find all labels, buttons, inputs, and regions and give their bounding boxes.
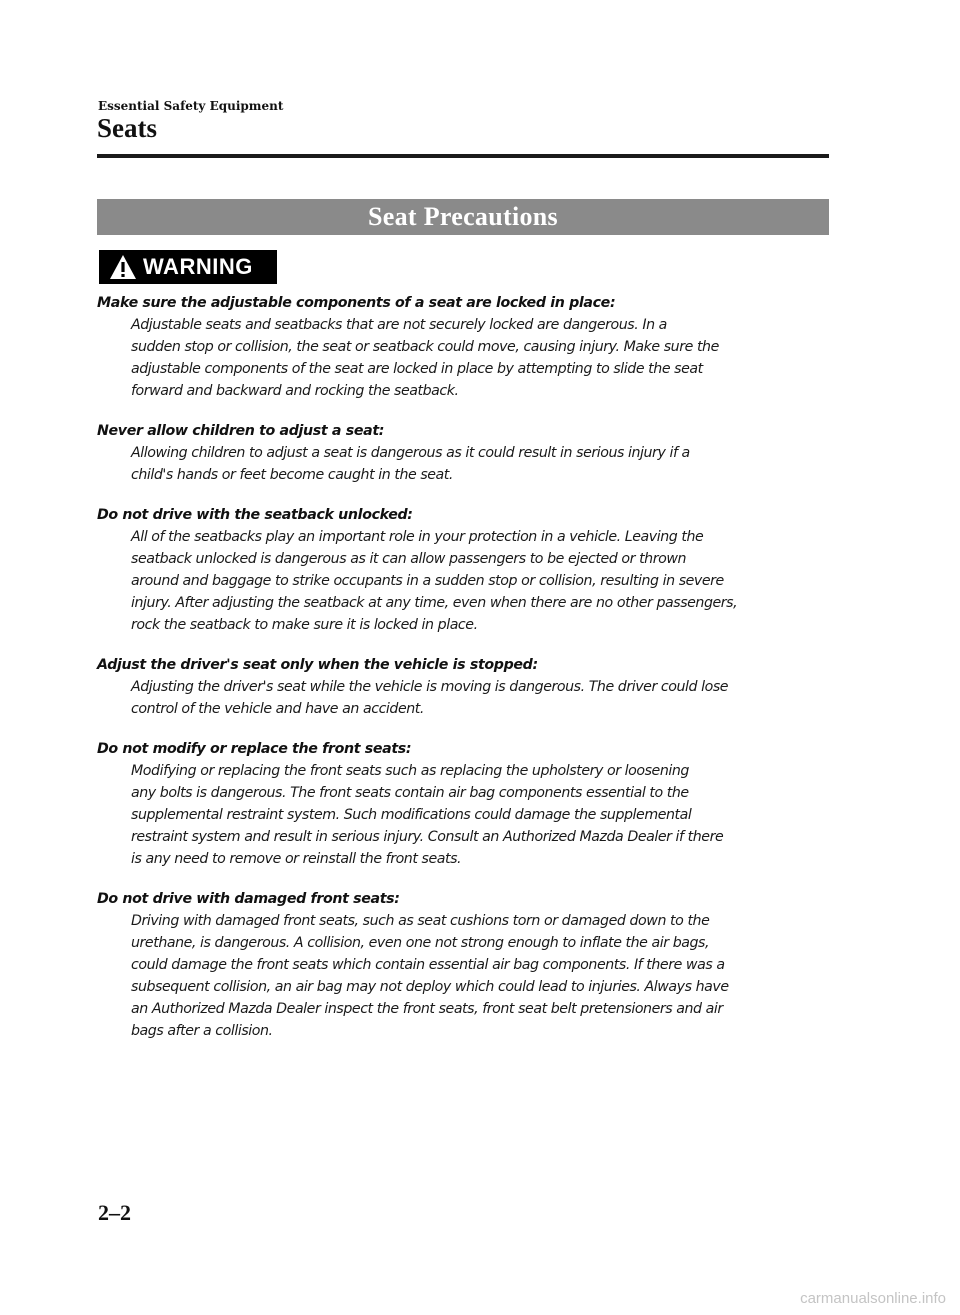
warning-body-line: an Authorized Mazda Dealer inspect the front seats, front seat belt pretensioners and air: [131, 1001, 723, 1017]
warning-heading: Never allow children to adjust a seat:: [97, 423, 385, 439]
warning-body: [131, 526, 837, 636]
warning-body: [131, 760, 837, 870]
warning-body: [131, 910, 837, 1042]
warning-list: [97, 292, 837, 1060]
warning-heading: Make sure the adjustable components of a seat are locked in place:: [97, 295, 616, 311]
warning-body-line: injury. After adjusting the seatback at any time, even when there are no other passengers,: [131, 595, 738, 611]
warning-body-line: seatback unlocked is dangerous as it can allow passengers to be ejected or thrown: [131, 551, 687, 567]
warning-heading: Do not modify or replace the front seats:: [97, 741, 412, 757]
warning-body-line: restraint system and result in serious injury. Consult an Authorized Mazda Dealer if there: [131, 829, 724, 845]
banner-title: Seat Precautions: [368, 202, 558, 231]
warning-body-line: bags after a collision.: [131, 1023, 273, 1039]
warning-body-line: sudden stop or collision, the seat or seatback could move, causing injury. Make sure the: [131, 339, 719, 355]
warning-badge: [99, 250, 277, 284]
warning-heading: Do not drive with damaged front seats:: [97, 891, 400, 907]
warning-body-line: could damage the front seats which contain essential air bag components. If there was a: [131, 957, 725, 973]
warning-body-line: child's hands or feet become caught in the seat.: [131, 467, 453, 483]
warning-body-line: supplemental restraint system. Such modifications could damage the supplemental: [131, 807, 692, 823]
warning-item: [97, 888, 837, 1042]
warning-body-line: Modifying or replacing the front seats such as replacing the upholstery or loosening: [131, 763, 689, 779]
warning-body: [131, 314, 837, 402]
warning-body-line: any bolts is dangerous. The front seats contain air bag components essential to the: [131, 785, 689, 801]
page-title: Seats: [97, 113, 157, 143]
page-number: 2–2: [98, 1200, 131, 1225]
warning-body: [131, 676, 837, 720]
warning-body-line: forward and backward and rocking the seatback.: [131, 383, 459, 399]
warning-body-line: Driving with damaged front seats, such as seat cushions torn or damaged down to the: [131, 913, 710, 929]
warning-body-line: around and baggage to strike occupants in a sudden stop or collision, resulting in severe: [131, 573, 724, 589]
warning-body-line: Allowing children to adjust a seat is dangerous as it could result in serious injury if a: [131, 445, 690, 461]
warning-body-line: subsequent collision, an air bag may not deploy which could lead to injuries. Always have: [131, 979, 729, 995]
exclamation-triangle-icon: [109, 254, 137, 280]
warning-item: [97, 738, 837, 870]
warning-item: [97, 504, 837, 636]
section-label: Essential Safety Equipment: [98, 99, 284, 113]
warning-body-line: rock the seatback to make sure it is locked in place.: [131, 617, 478, 633]
warning-body-line: All of the seatbacks play an important role in your protection in a vehicle. Leaving the: [131, 529, 704, 545]
warning-heading: Do not drive with the seatback unlocked:: [97, 507, 413, 523]
warning-body-line: Adjusting the driver's seat while the vehicle is moving is dangerous. The driver could lose: [131, 679, 729, 695]
warning-body-line: urethane, is dangerous. A collision, even one not strong enough to inflate the air bags,: [131, 935, 710, 951]
header-divider: [97, 154, 829, 158]
warning-label: WARNING: [143, 254, 253, 279]
warning-body: [131, 442, 837, 486]
warning-body-line: is any need to remove or reinstall the front seats.: [131, 851, 462, 867]
warning-item: [97, 420, 837, 486]
section-banner: [97, 199, 829, 235]
warning-body-line: control of the vehicle and have an accident.: [131, 701, 424, 717]
warning-body-line: adjustable components of the seat are locked in place by attempting to slide the seat: [131, 361, 703, 377]
warning-item: [97, 654, 837, 720]
warning-item: [97, 292, 837, 402]
warning-body-line: Adjustable seats and seatbacks that are not securely locked are dangerous. In a: [131, 317, 667, 333]
watermark: carmanualsonline.info: [800, 1290, 946, 1307]
warning-heading: Adjust the driver's seat only when the vehicle is stopped:: [97, 657, 538, 673]
